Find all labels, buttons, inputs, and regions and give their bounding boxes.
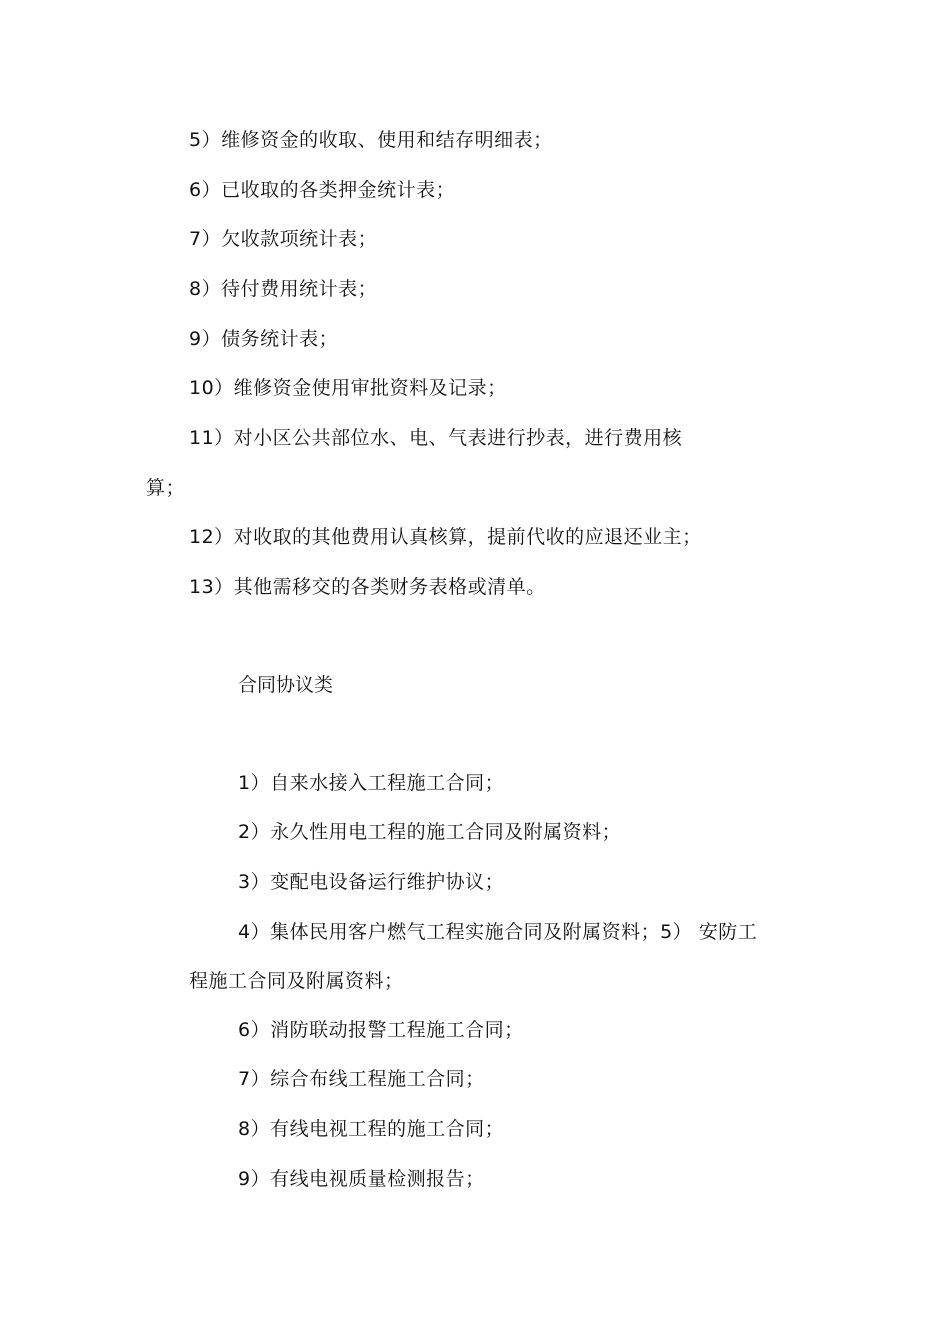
contract-item-2: 2）永久性用电工程的施工合同及附属资料； [238, 821, 622, 843]
finance-item-10: 10）维修资金使用审批资料及记录； [189, 377, 507, 399]
finance-item-5: 5）维修资金的收取、使用和结存明细表； [189, 129, 553, 151]
contract-item-8: 8）有线电视工程的施工合同； [238, 1118, 505, 1140]
finance-item-6: 6）已收取的各类押金统计表； [189, 179, 456, 201]
finance-item-11-continued: 算； [146, 477, 186, 499]
finance-item-13: 13）其他需移交的各类财务表格或清单。 [189, 576, 546, 598]
contract-item-1: 1）自来水接入工程施工合同； [238, 772, 505, 794]
contract-item-7: 7）综合布线工程施工合同； [238, 1068, 485, 1090]
contract-item-9: 9）有线电视质量检测报告； [238, 1168, 485, 1190]
contract-item-5-continued: 程施工合同及附属资料； [189, 970, 404, 992]
finance-item-7: 7）欠收款项统计表； [189, 228, 378, 250]
section-heading-contracts: 合同协议类 [238, 674, 334, 696]
contract-item-6: 6）消防联动报警工程施工合同； [238, 1019, 524, 1041]
contract-item-3: 3）变配电设备运行维护协议； [238, 871, 505, 893]
contract-item-4: 4）集体民用客户燃气工程实施合同及附属资料；5） 安防工 [238, 921, 758, 943]
finance-item-8: 8）待付费用统计表； [189, 278, 378, 300]
finance-item-12: 12）对收取的其他费用认真核算，提前代收的应退还业主； [189, 526, 702, 548]
finance-item-9: 9）债务统计表； [189, 328, 339, 350]
finance-item-11: 11）对小区公共部位水、电、气表进行抄表，进行费用核 [189, 427, 683, 449]
